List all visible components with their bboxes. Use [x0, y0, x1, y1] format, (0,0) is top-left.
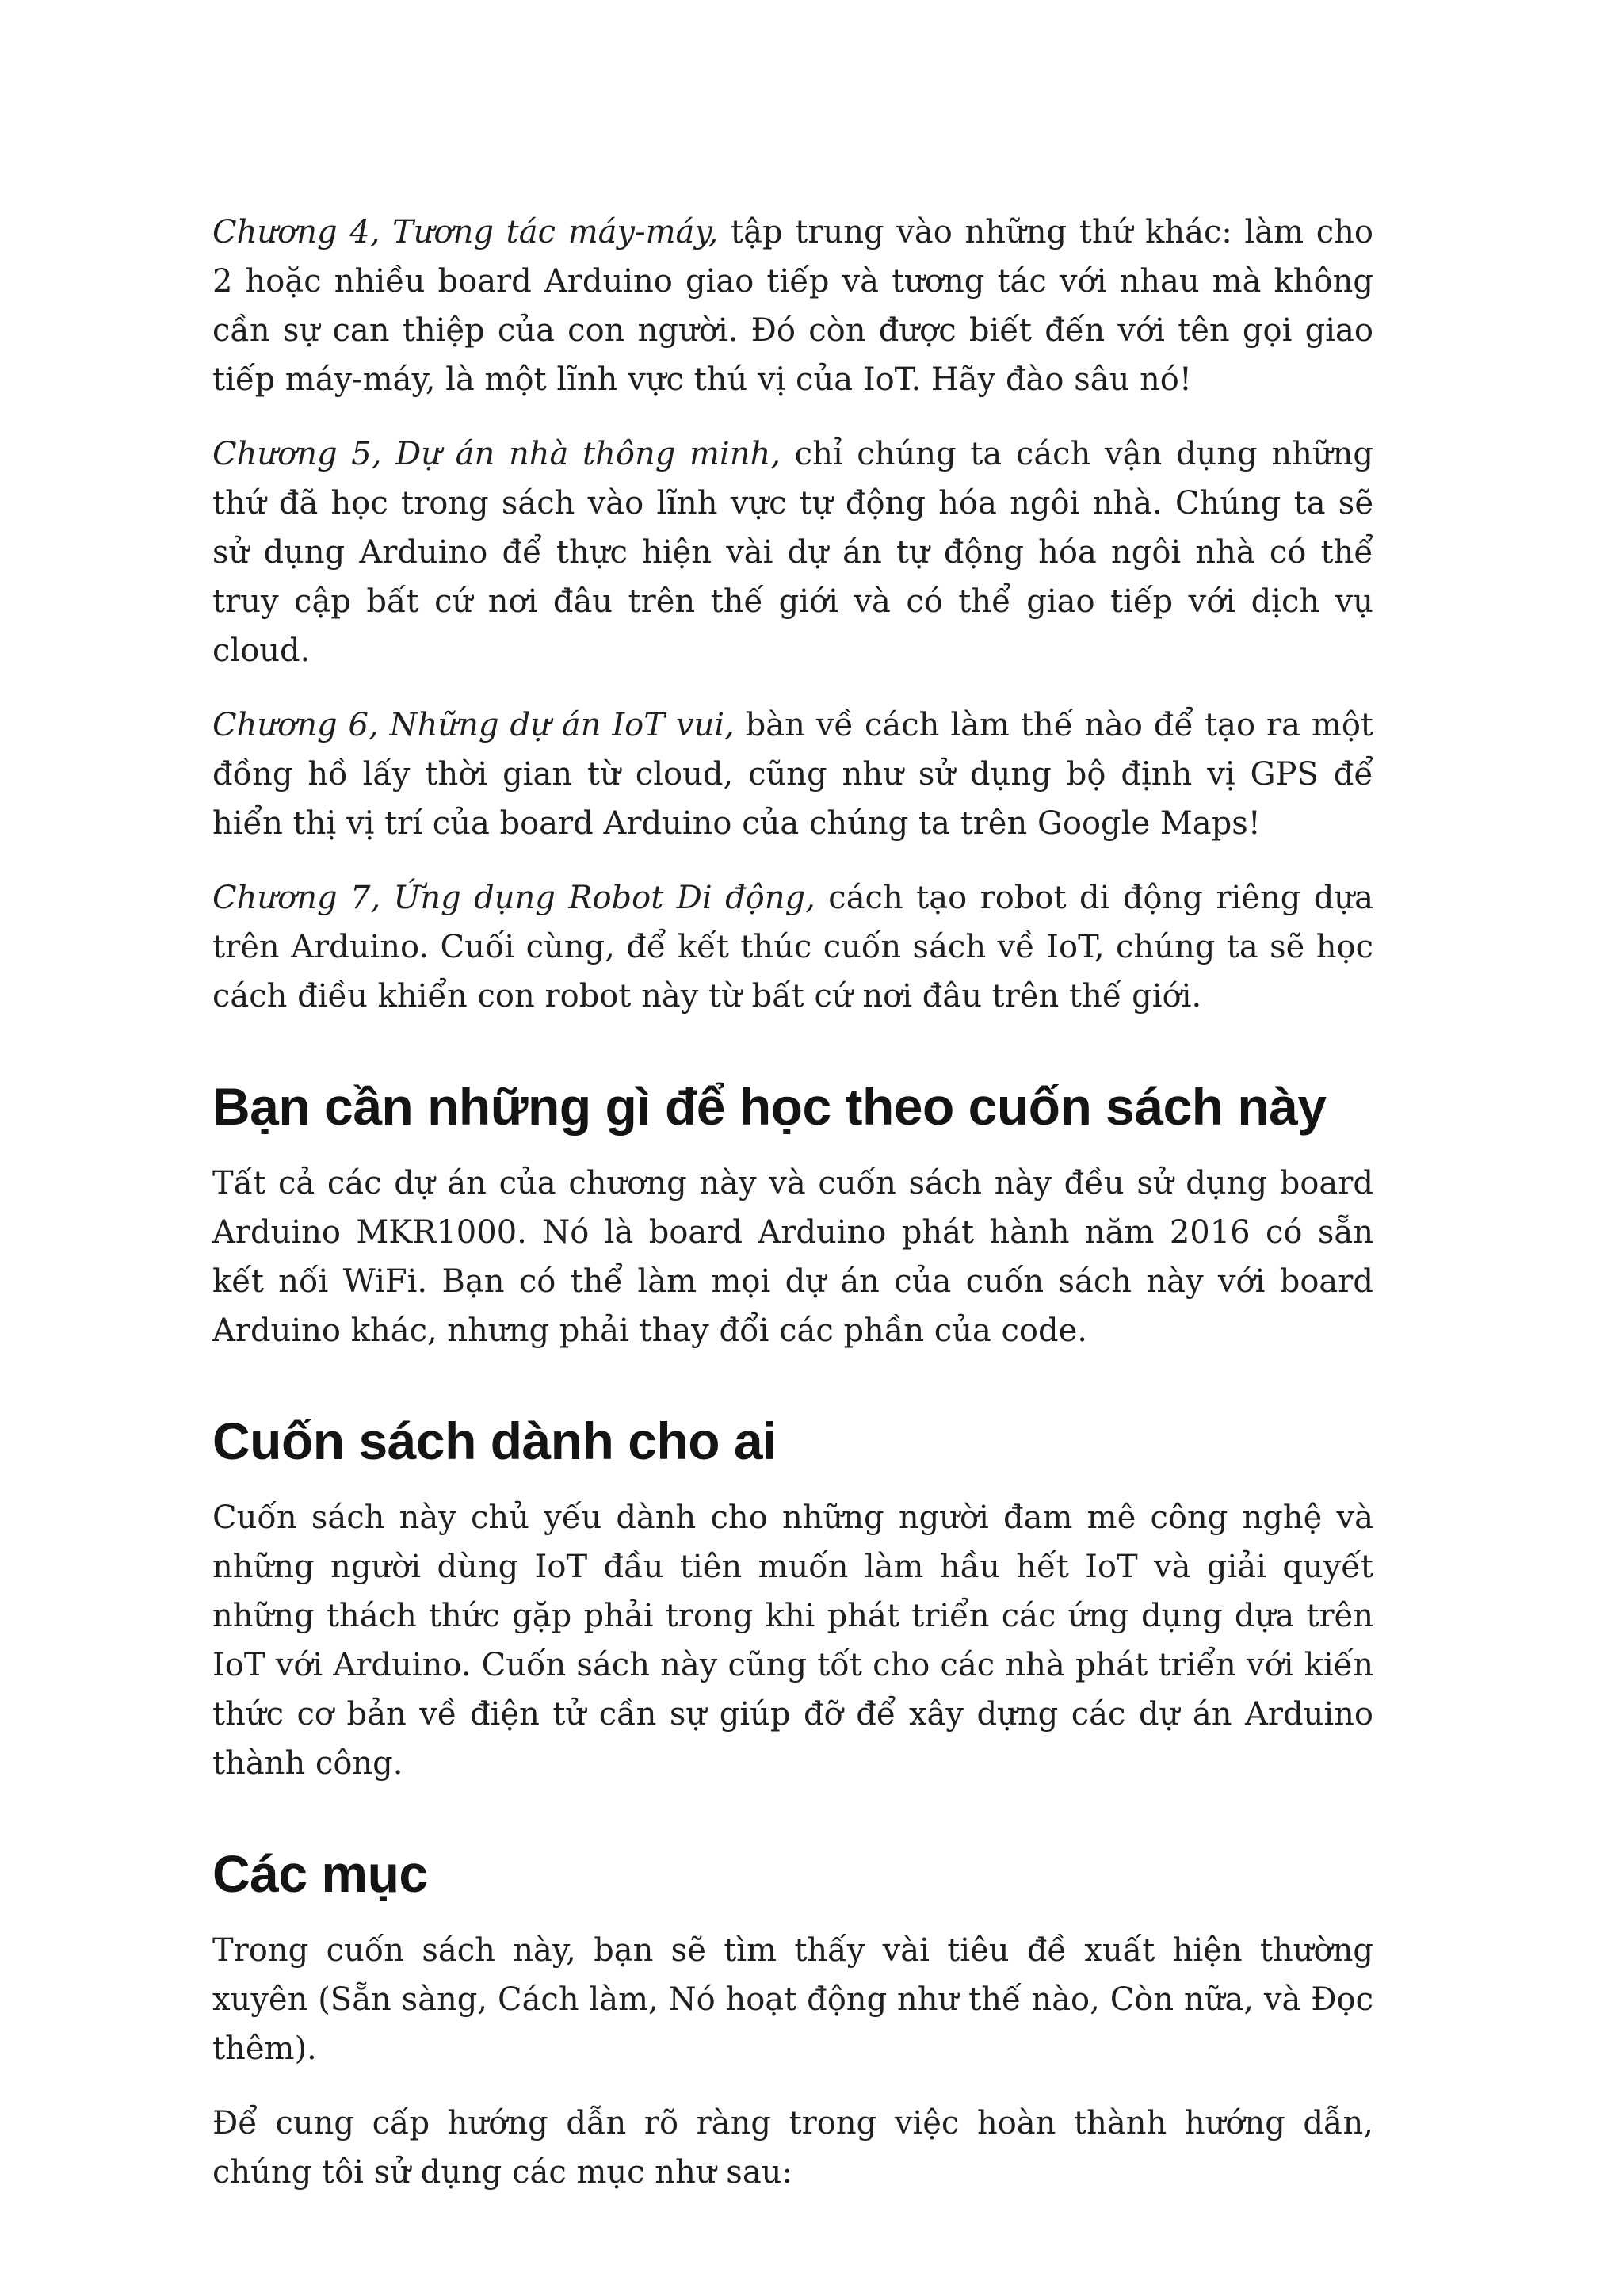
chapter-7-title: Chương 7, Ứng dụng Robot Di động, [212, 880, 815, 916]
chapter-5-text: chỉ chúng ta cách vận dụng những thứ đã học trong sách vào lĩnh vực tự động hóa ngôi nhà. Chúng ta sẽ sử dụng Arduino để thực hiện vài dự án tự động hóa ngôi nhà có thể truy cập bất cứ nơi đâu trên thế giới và có thể giao tiếp với dịch vụ cloud. [212, 436, 1374, 669]
requirements-heading: Bạn cần những gì để học theo cuốn sách này [212, 1077, 1327, 1136]
chapter-6-title: Chương 6, Những dự án IoT vui, [212, 707, 735, 743]
document-page [212, 208, 1373, 2222]
chapter-4-text: tập trung vào những thứ khác: làm cho 2 hoặc nhiều board Arduino giao tiếp và tương tác với nhau mà không cần sự can thiệp của con người. Đó còn được biết đến với tên gọi giao tiếp máy-máy, là một lĩnh vực thú vị của IoT. Hãy đào sâu nó! [212, 214, 1373, 398]
chapter-7-paragraph [212, 873, 1373, 1021]
sections-body-2: Để cung cấp hướng dẫn rõ ràng trong việc hoàn thành hướng dẫn, chúng tôi sử dụng các mục như sau: [212, 2105, 1373, 2191]
chapter-4-title: Chương 4, Tương tác máy-máy, [212, 214, 719, 250]
sections-heading: Các mục [212, 1844, 428, 1903]
chapter-5-title: Chương 5, Dự án nhà thông minh, [212, 436, 781, 472]
chapter-7-text: cách tạo robot di động riêng dựa trên Arduino. Cuối cùng, để kết thúc cuốn sách về IoT, chúng ta sẽ học cách điều khiển con robot này từ bất cứ nơi đâu trên thế giới. [212, 880, 1373, 1014]
chapter-6-paragraph [212, 701, 1373, 848]
chapter-5-paragraph [212, 430, 1373, 675]
audience-body: Cuốn sách này chủ yếu dành cho những người đam mê công nghệ và những người dùng IoT đầu tiên muốn làm hầu hết IoT và giải quyết những thách thức gặp phải trong khi phát triển các ứng dụng dựa trên IoT với Arduino. Cuốn sách này cũng tốt cho các nhà phát triển với kiến thức cơ bản về điện tử cần sự giúp đỡ để xây dựng các dự án Arduino thành công. [212, 1499, 1373, 1782]
requirements-body: Tất cả các dự án của chương này và cuốn sách này đều sử dụng board Arduino MKR1000. Nó là board Arduino phát hành năm 2016 có sẵn kết nối WiFi. Bạn có thể làm mọi dự án của cuốn sách này với board Arduino khác, nhưng phải thay đổi các phần của code. [212, 1165, 1373, 1349]
chapter-6-text: bàn về cách làm thế nào để tạo ra một đồng hồ lấy thời gian từ cloud, cũng như sử dụng bộ định vị GPS để hiển thị vị trí của board Arduino của chúng ta trên Google Maps! [212, 707, 1373, 842]
audience-heading: Cuốn sách dành cho ai [212, 1412, 777, 1470]
sections-body-1: Trong cuốn sách này, bạn sẽ tìm thấy vài tiêu đề xuất hiện thường xuyên (Sẵn sàng, Cách làm, Nó hoạt động như thế nào, Còn nữa, và Đọc thêm). [212, 1932, 1373, 2067]
chapter-4-paragraph [212, 208, 1373, 404]
